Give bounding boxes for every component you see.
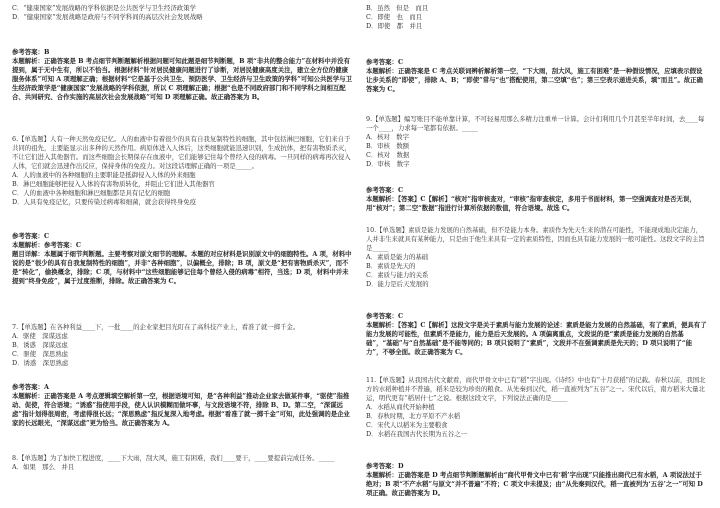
- q8-analysis: 本题解析：正确答案是 C 考点关联词辨析解析第一空，“下大雨，刮大风，施工有困难”是一种假设情况，应填表示假设让步关系的“即使”，排除 A、B；“即使”常与“也”搭配使用，第二空填“也”；第三空表示递进关系，填“而且”。故正确答案为 C。: [366, 67, 703, 93]
- q8-option-c: C．即使 也 而且: [366, 13, 423, 21]
- q8-option-b: B．虽然 但是 而且: [366, 4, 429, 12]
- q6-option-d: D．人具有免疫记忆，只要传染过病毒和细菌，就会获得终身免疫: [12, 198, 197, 206]
- q7-option-b: B．诱惑 深谋远虑: [12, 341, 68, 349]
- q8-option-a: A．如果 那么 并且: [12, 463, 75, 471]
- q11-option-b: B．春秋时期，北方平原不产水稻: [366, 412, 461, 420]
- q9-answer-label: 参考答案：C: [366, 186, 404, 194]
- q10-option-d: D．能力是后天发展的: [366, 280, 429, 288]
- q11-stem: 11.【单选题】从我国古代文献看，商代甲骨文中已有“稻”字出现。《诗经》中也有“十月获稻”的记载。春秋以前，我国北方的水稻种植并不普遍，稻米是较为珍贵的粮食。从先秦到汉代，稻一直被列为“五谷”之一。宋代以后，南方稻米大量北运，明代更有“稻居什七”之说。根据这段文字，下列说法正确的是_____: [366, 376, 706, 402]
- right-column: [366, 0, 708, 508]
- q8-stem: 8.【单选题】为了加快工程进度，____下大雨，刮大风，施工有困难，我们____要干，____要提前完成任务。_____: [12, 454, 335, 462]
- q7-answer-block: [12, 383, 354, 428]
- q11-option-c: C．宋代人以稻米为主要粮食: [366, 421, 448, 429]
- left-column: [12, 0, 354, 508]
- q6-answer-label: 参考答案：C: [12, 232, 50, 240]
- q7-analysis: 本题解析：正确答案是 A 考点逻辑填空解析第一空，根据语境可知，是“各种利益”推动企业家去做某件事，“驱使”指推动、促使，符合语境；“诱惑”指使用手段，使人认识模糊而做坏事，与文段语境不符，排除 B、D。第二空，“深谋远虑”指计划得很周密，考虑得很长远；“深思熟虑”指反复深入地考虑。根据“看准了就一掷千金”可知，此处强调的是企业家的长远眼光，“深谋远虑”更为恰当。故正确答案为 A。: [12, 392, 350, 427]
- q9-option-b: B．审核 数额: [366, 142, 410, 150]
- q5-answer-block: [12, 48, 354, 102]
- q9-option-d: D．审核 数字: [366, 160, 410, 168]
- q5-options-tail: [12, 4, 354, 22]
- q11-answer-block: [366, 462, 708, 498]
- q7-answer-label: 参考答案：A: [12, 383, 49, 391]
- q9-analysis: 本题解析：【答案】C【解析】“核对”指审核查对，“审核”指审查核定，多用于书面材料，第一空强调查对是否无误，用“核对”；第二空“数据”指进行计算所依据的数值，符合语境。故选 C。: [366, 195, 696, 212]
- q5-analysis: 本题解析：正确答案是 B 考点细节判断题解析根据问题可知此题是细节判断题，B 项“非共的整合能力”在材料中并没有提到，属于无中生有，所以不恰当。根据材料“针对居民健康问题进行了诊断，对居民健康高度关注，建立全方位的健康服务体系”可知 A 项理解正确；根据材料“它是基于公共卫生、预防医学、卫生经济与卫生政策的学科”可知公共医学与卫生经济政策学是“健康国家”发展战略的学科依据，所以 C 项理解正确；根据“也是不同政府部门和不同学科之间相互配合、共同研究、合作实施的高层次社会发展战略”可知 D 项理解正确。故正确答案为 B。: [12, 57, 352, 101]
- q8-option-d: D．即使 都 并且: [366, 22, 423, 30]
- q10-option-c: C．素质与能力的关系: [366, 271, 429, 279]
- q7-option-a: A．驱使 深谋远虑: [12, 332, 68, 340]
- q7-question-block: [12, 323, 354, 368]
- q5-option-c: C．“健康国家”发展战略的学科依据是公共医学与卫生经济政策学: [12, 4, 196, 12]
- q7-option-d: D．诱惑 深思熟虑: [12, 359, 69, 367]
- q8-answer-label: 参考答案：C: [366, 58, 404, 66]
- q9-option-a: A．核对 数字: [366, 133, 409, 141]
- q8-options-tail: [366, 4, 708, 31]
- q11-analysis: 本题解析：正确答案是 D 考点细节判断题解析由“商代甲骨文中已有‘稻’字出现”只能推出商代已有水稻，A 项说法过于绝对；B 项“不产水稻”与原文“并不普遍”不符；C 项文中未提及；由“从先秦到汉代，稻一直被列为‘五谷’之一”可知 D 项正确。故正确答案为 D。: [366, 471, 703, 497]
- q10-option-b: B．素质是先天的: [366, 262, 416, 270]
- q6-option-a: A．人的血液中的各种细胞的主要职能是抵御侵入人体的外来细胞: [12, 171, 196, 179]
- q11-question-block: [366, 376, 708, 439]
- q6-question-block: [12, 135, 354, 207]
- q10-answer-block: [366, 312, 708, 357]
- q6-answer-block: [12, 232, 354, 286]
- q11-option-d: D．水稻在我国古代长期为五谷之一: [366, 430, 467, 438]
- q10-answer-label: 参考答案：C: [366, 312, 404, 320]
- q8-question-block: [12, 454, 354, 472]
- q6-stem: 6.【单选题】人有一种天然免疫记忆。人的血液中有着很少的具有自我复制特性的细胞，其中包括淋巴细胞，它们来自于共同的祖先，主要能显示出多种的天然作用。病原体进入人体后，这类细胞就能迅速识别，生成抗体，把有害物质杀灭，不让它们进入其他器官。而这些细胞会长期保存在血液中，它们能够记住每个曾经入侵的病毒。一旦同样的病毒再次侵入人体，它们就会迅速作出反应，保持身体的免疫力。对这段话理解正确的一项是_____。: [12, 135, 351, 170]
- q5-answer-label: 参考答案：B: [12, 48, 50, 56]
- q7-option-c: C．驱使 深思熟虑: [12, 350, 69, 358]
- q6-option-b: B．淋巴细胞能够把侵入人体的有害物质转化，并阻止它们进入其他器官: [12, 180, 215, 188]
- q5-option-d: D．“健康国家”发展战略是政府与不同学科间的高层次社会发展战略: [12, 13, 203, 21]
- q6-analysis-head: 本题解析：参考答案：C: [12, 241, 81, 249]
- q10-question-block: [366, 226, 708, 289]
- q11-answer-label: 参考答案：D: [366, 462, 404, 470]
- q9-stem: 9.【单选题】编写账目不能单靠计算，不可轻易用那么多精力注重单一计算。会计们利用几个月甚至半年时间，去____每一个____，力求每一笔都有依据。_____: [366, 115, 705, 132]
- q9-option-c: C．核对 数据: [366, 151, 410, 159]
- q9-answer-block: [366, 186, 708, 213]
- q10-analysis: 本题解析：【答案】C【解析】这段文字是关于素质与能力发展的论述：素质是能力发展的自然基础，有了素质，便具有了能力发展的可能性，但素质不是能力，能力是后天发展的。A 项偏离重点，文段说的是“素质是能力发展的自然基础”，“基础”与“自然基础”是不能等同的；B 项只说明了“素质”，文段并不在强调素质是先天的；D 项只说明了“能力”，不够全面。故正确答案为 C。: [366, 321, 707, 356]
- q10-stem: 10.【单选题】素质是能力发展的自然基础，但不是能力本身。素质作为先天生来的潜在可能性，不能现成地决定能力，人并非生来就具有某种能力，只是由于他生来具有一定的素质特性，因而也具有能力发展的一般可能性。这段文字的主旨是_____: [366, 226, 705, 252]
- q10-option-a: A．素质是能力的基础: [366, 253, 429, 261]
- q11-option-a: A．水稻从商代开始种植: [366, 403, 435, 411]
- q6-analysis: 题目详解：本题属于细节判断题。主要考察对原文细节的理解。本题的对应材料是识别原文中的细胞特性。A 项，材料中说的是“很少的具有自我复制特性的细胞”，并非“各种细胞”，以偏概全，排除；B 项，原文是“把有害物质杀灭”，而不是“转化”，偷换概念，排除；C 项，与材料中“这些细胞能够记住每个曾经入侵的病毒”相符，当选；D 项，材料中并未提到“终身免疫”，属于过度推断，排除。故正确答案为 C。: [12, 250, 352, 285]
- q9-question-block: [366, 115, 708, 169]
- q8-answer-block: [366, 58, 708, 94]
- q6-option-c: C．人的血液中各种细胞和淋巴细胞都是具有记忆的细胞: [12, 189, 171, 197]
- q7-stem: 7.【单选题】在各种利益____下，一批____的企业家把目光盯在了高科技产业上，看准了就一掷千金。: [12, 323, 300, 331]
